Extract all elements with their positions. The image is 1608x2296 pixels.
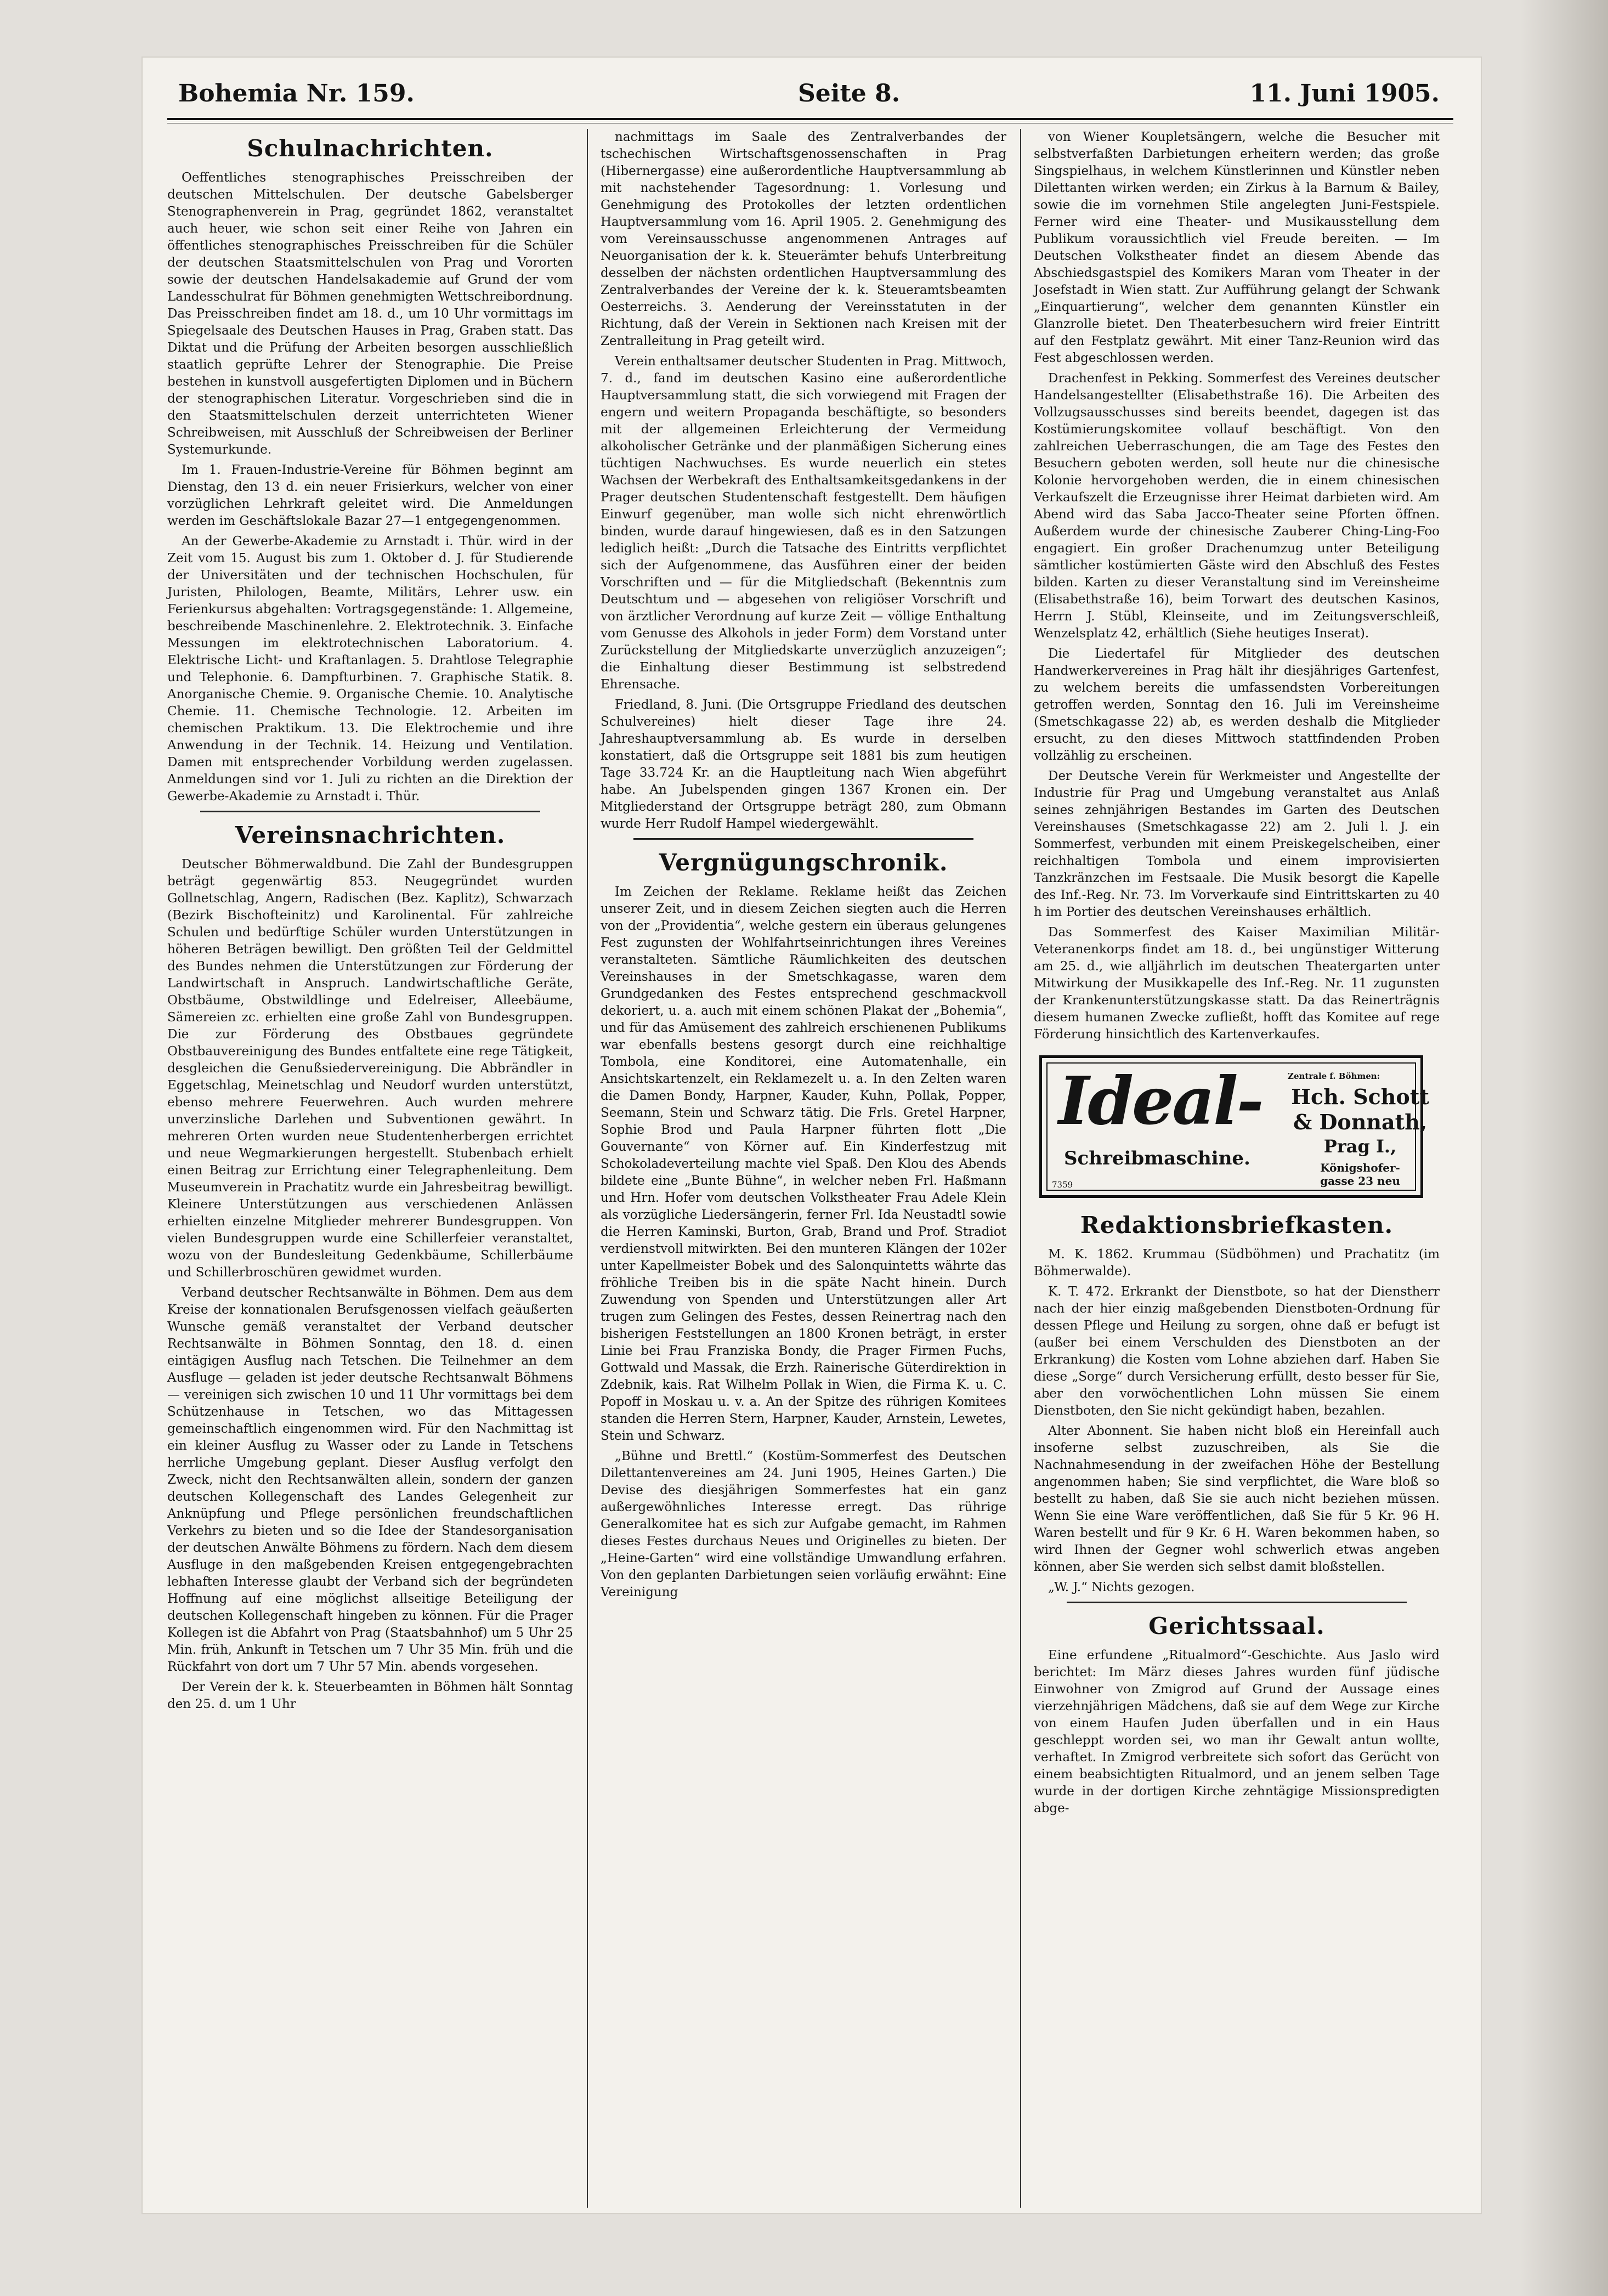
- article-paragraph: nachmittags im Saale des Zentralverbandes der tschechischen Wirtschaftsgenossenschaften in Prag (Hibernergasse) eine außerordentliche Hauptversammlung ab mit nachstehender Tagesordnung: 1. Vorlesung und Genehmigung des Protokolles der letzten ordentlichen Hauptversammlung vom 16. April 1905. 2. Genehmigung des vom Vereinsausschusse angenommenen Antrages auf Neuorganisation der k. k. Steuerämter behufs Unterbreitung desselben der nächsten ordentlichen Hauptversammlung des Zentralverbandes der Vereine der k. k. Steueramtsbeamten Oesterreichs. 3. Aenderung der Vereinsstatuten in der Richtung, daß der Verein in Sektionen nach Kreisen mit der Zentralleitung in Prag geteilt wird.: [601, 130, 1006, 348]
- page-number: Seite 8.: [798, 80, 901, 108]
- page-header: [178, 74, 1440, 112]
- article-paragraph: Verein enthaltsamer deutscher Studenten in Prag. Mittwoch, 7. d., fand im deutschen Kasino eine außerordentliche Hauptversammlung statt, die sich vorwiegend mit Fragen der engern und weitern Propaganda beschäftigte, so besonders mit der allgemeinen Erleichterung der Vermeidung alkoholischer Getränke und der planmäßigen Sicherung eines tüchtigen Nachwuchses. Es wurde neuerlich ein stetes Wachsen der Werbekraft des Enthaltsamkeitsgedankens in der Prager deutschen Studentenschaft festgestellt. Dem häufigen Einwurf gegenüber, man wolle sich nicht ehrenwörtlich binden, wurde darauf hingewiesen, daß es in den Satzungen lediglich heißt: „Durch die Tatsache des Eintritts verpflichtet sich der Aufgenommene, das Ausführen einer der beiden Vorschriften und — für die Mitgliedschaft (Bekenntnis zum Deutschtum und — abgesehen von religiöser Vorschrift und von ärztlicher Verordnung auf kurze Zeit — völlige Enthaltung vom Genusse des Alkohols in jeder Form) dem Vorstand unter Zurückstellung der Mitgliedskarte unverzüglich anzuzeigen“; die Einhaltung dieser Bestimmung ist selbstredend Ehrensache.: [601, 354, 1006, 692]
- article-paragraph: Das Sommerfest des Kaiser Maximilian Militär-Veteranenkorps findet am 18. d., bei ungünstiger Witterung am 25. d., wie alljährlich im deutschen Theatergarten unter Mitwirkung der Musikkapelle des Inf.-Reg. Nr. 11 zugunsten der Krankenunterstützungskasse statt. Da das Reinerträgnis diesem humanen Zwecke zufließt, hofft das Komitee auf rege Förderung hinsichtlich des Kartenverkaufes.: [1034, 925, 1440, 1042]
- page-edge-shadow: [1520, 0, 1608, 2296]
- article-paragraph: Oeffentliches stenographisches Preisschreiben der deutschen Mittelschulen. Der deutsche Gabelsberger Stenographenverein in Prag, gegründet 1862, veranstaltet auch heuer, wie schon seit einer Reihe von Jahren ein öffentliches stenographisches Preisschreiben für die Schüler der deutschen Staatsmittelschulen von Prag und Vororten sowie der deutschen Handelsakademie auf Grund der vom Landesschulrat für Böhmen genehmigten Wettschreibordnung. Das Preisschreiben findet am 18. d., um 10 Uhr vormittags im Spiegelsaale des Deutschen Hauses in Prag, Graben statt. Das Diktat und die Prüfung der Arbeiten besorgen ausschließlich staatlich geprüfte Lehrer der Stenographie. Die Preise bestehen in kunstvoll ausgefertigten Diplomen und in Büchern der stenographischen Literatur. Vorgeschrieben sind die in den Staatsmittelschulen derzeit unterrichteten Wiener Schreibweisen, mit Ausschluß der Schreibweisen der Berliner Systemurkunde.: [167, 171, 573, 457]
- section-divider: [200, 811, 540, 812]
- article-paragraph: „W. J.“ Nichts gezogen.: [1048, 1580, 1195, 1594]
- article-paragraph: K. T. 472. Erkrankt der Dienstbote, so hat der Dienstherr nach der hier einzig maßgebenden Dienstboten-Ordnung für dessen Pflege und Heilung zu sorgen, ohne daß er befugt ist (außer bei einem Verschulden des Dienstboten an der Erkrankung) die Kosten vom Lohne abziehen darf. Haben Sie diese „Sorge“ durch Versicherung erfüllt, desto besser für Sie, aber den vorwöchentlichen Lohn müssen Sie einem Dienstboten, den Sie nicht gekündigt haben, bezahlen.: [1034, 1285, 1440, 1418]
- section-heading-vergnuegung: Vergnügungschronik.: [659, 849, 948, 876]
- article-paragraph: Die Liedertafel für Mitglieder des deutschen Handwerkervereines in Prag hält ihr diesjähriges Gartenfest, zu welchem bereits die umfassendsten Vorbereitungen getroffen werden, Sonntag den 16. Juli im Vereinsheime (Smetschkagasse 22) ab, es werden deshalb die Mitglieder ersucht, zu den dieses Mittwoch stattfindenden Proben vollzählig zu erscheinen.: [1034, 647, 1440, 763]
- ad-firm: Hch. Schott & Donnath,: [1291, 1084, 1429, 1134]
- article-paragraph: Eine erfundene „Ritualmord“-Geschichte. Aus Jaslo wird berichtet: Im März dieses Jahres wurden fünf jüdische Einwohner von Zmigrod auf Grund der Aussage eines vierzehnjährigen Mädchens, daß sie auf dem Wege zur Kirche von einem Haufen Juden überfallen und in ein Haus geschleppt worden sei, wo man ihr Gewalt antun wollte, verhaftet. In Zmigrod verbreitete sich sofort das Gerücht von einem beabsichtigten Ritualmord, und an jenem selben Tage wurde in der dortigen Kirche zehntägige Missionspredigten abge-: [1034, 1648, 1440, 1816]
- ad-address: Königshofer- gasse 23 neu: [1320, 1161, 1400, 1187]
- article-paragraph: Im Zeichen der Reklame. Reklame heißt das Zeichen unserer Zeit, und in diesem Zeichen siegten auch die Herren von der „Providentia“, welche gestern ein überaus gelungenes Fest zugunsten der Wohlfahrtseinrichtungen ihres Vereines veranstalteten. Sämtliche Räumlichkeiten des deutschen Vereinshauses in der Smetschkagasse, waren dem Grundgedanken des Festes entsprechend geschmackvoll dekoriert, u. a. auch mit einem schönen Plakat der „Bohemia“, und für das Amüsement des zahlreich erschienenen Publikums war ebenfalls bestens gesorgt durch eine reichhaltige Tombola, eine Konditorei, eine Automatenhalle, ein Ansichtskartenzelt, ein Reklamezelt u. a. In den Zelten waren die Damen Bondy, Harpner, Kauder, Kuhn, Pollak, Popper, Seemann, Stein und Schwarz tätig. Die Frls. Gretel Harpner, Sophie Brod und Paula Harpner führten flott „Die Gouvernante“ von Körner auf. Ein Kinderfestzug mit Schokoladeverteilung machte viel Spaß. Den Klou des Abends bildete eine „Bunte Bühne“, in welcher neben Frl. Haßmann und Hrn. Hofer vom deutschen Volkstheater Frau Adele Klein als vorzügliche Liedersängerin, ferner Frl. Ida Neustadtl sowie die Herren Kaminski, Burton, Grab, Brand und Prof. Stradiot verdienstvoll mitwirkten. Bei den munteren Klängen der 102er unter Kapellmeister Bobek und des Salonquintetts währte das fröhliche Treiben bis in die späte Nacht hinein. Durch Zuwendung von Spenden und Unterstützungen aller Art trugen zum Gelingen des Festes, dessen Reinertrag nach den bisherigen Feststellungen an 1800 Kronen beträgt, in erster Linie bei Frau Franziska Bondy, die Prager Firmen Fuchs, Gottwald und Massak, die Erzh. Rainerische Güterdirektion in Zdebnik, kais. Rat Wilhelm Pollak in Wien, die Firma K. u. C. Popoff in Moskau u. v. a. An der Spitze des rührigen Komitees standen die Herren Stern, Harpner, Kauder, Arnstein, Lewetes, Stein und Schwarz.: [601, 885, 1006, 1443]
- column-3: [1034, 129, 1440, 1820]
- article-paragraph: Verband deutscher Rechtsanwälte in Böhmen. Dem aus dem Kreise der konnationalen Berufsgenossen vielfach geäußerten Wunsche gemäß veranstaltet der Verband deutscher Rechtsanwälte in Böhmen Sonntag, den 18. d. einen eintägigen Ausflug nach Tetschen. Die Teilnehmer an dem Ausfluge — geladen ist jeder deutsche Rechtsanwalt Böhmens — vereinigen sich zwischen 10 und 11 Uhr vormittags bei dem Schützenhause in Tetschen, wo das Mittagessen gemeinschaftlich eingenommen wird. Für den Nachmittag ist ein kleiner Ausflug zu Wasser oder zu Lande in Tetschens herrliche Umgebung geplant. Dieser Ausflug verfolgt den Zweck, nicht den Rechtsanwälten allein, sondern der ganzen deutschen Kollegenschaft des Landes Gelegenheit zur Anknüpfung und Pflege persönlichen freundschaftlichen Verkehrs zu bieten und so die Idee der Standesorganisation der deutschen Anwälte Böhmens zu fördern. Nach dem diesem Ausfluge in den maßgebenden Kreisen entgegengebrachten lebhaften Interesse glaubt der Verband sich der begründeten Hoffnung auf eine möglichst allseitige Beteiligung der deutschen Kollegenschaft hingeben zu können. Für die Prager Kollegen ist die Abfahrt von Prag (Staatsbahnhof) um 5 Uhr 25 Min. früh, Ankunft in Tetschen um 7 Uhr 35 Min. früh und die Rückfahrt von dort um 7 Uhr 57 Min. abends vorgesehen.: [167, 1286, 573, 1674]
- article-paragraph: von Wiener Koupletsängern, welche die Besucher mit selbstverfaßten Darbietungen erheitern werden; das große Singspielhaus, in welchem Künstlerinnen und Künstler neben Dilettanten wirken werden; ein Zirkus à la Barnum & Bailey, sowie die im vornehmen Stile angelegten Juni-Festspiele. Ferner wird eine Theater- und Musikausstellung dem Publikum voraussichtlich viel Freude bereiten. — Im Deutschen Volkstheater findet an diesem Abende das Abschiedsgastspiel des Komikers Maran vom Theater in der Josefstadt in Wien statt. Zur Aufführung gelangt der Schwank „Einquartierung“, welcher dem genannten Künstler ein Glanzrolle bietet. Den Theaterbesuchern wird freier Eintritt auf den Festplatz gewährt. Mit einer Tanz-Reunion wird das Fest abgeschlossen werden.: [1034, 130, 1440, 365]
- section-heading-redaktion: Redaktionsbriefkasten.: [1080, 1212, 1394, 1239]
- article-paragraph: Der Deutsche Verein für Werkmeister und Angestellte der Industrie für Prag und Umgebung veranstaltet aus Anlaß seines zehnjährigen Bestandes im Garten des Deutschen Vereinshauses (Smetschkagasse 22) am 2. Juli l. J. ein Sommerfest, verbunden mit einem Preiskegelscheiben, einer reichhaltigen Tombola und einem improvisierten Tanzkränzchen im Festsaale. Die Musik besorgt die Kapelle des Inf.-Reg. Nr. 73. Im Vorverkaufe sind Eintrittskarten zu 40 h im Portier des deutschen Vereinshauses erhältlich.: [1034, 769, 1440, 919]
- article-paragraph: Alter Abonnent. Sie haben nicht bloß ein Hereinfall auch insoferne selbst zuzuschreiben, als Sie die Nachnahmesendung in der zweifachen Höhe der Bestellung angenommen haben; Sie sind verpflichtet, die Ware bloß so bestellt zu haben, daß Sie sie auch nicht beziehen müssen. Wenn Sie eine Ware veröffentlichen, daß Sie für 5 Kr. 96 H. Waren bestellt und für 9 Kr. 6 H. Waren bekommen haben, so wird Ihnen der Gegner wohl schwerlich etwas angeben können, aber Sie werden sich selbst damit bloßstellen.: [1034, 1424, 1440, 1574]
- newspaper-page: [143, 58, 1481, 2213]
- article-paragraph: Drachenfest in Pekking. Sommerfest des Vereines deutscher Handelsangestellter (Elisabethstraße 16). Die Arbeiten des Vollzugsausschusses sind bereits beendet, dagegen ist das Kostümierungskomitee vollauf beschäftigt. Von den zahlreichen Ueberraschungen, die am Tage des Festes den Besuchern geboten werden, soll heute nur die chinesische Kolonie hervorgehoben werden, die in einem chinesischen Verkaufszelt die Erzeugnisse ihrer Heimat darbieten wird. Am Abend wird das Saba Jacco-Theater seine Pforten öffnen. Außerdem wurde der chinesische Zauberer Ching-Ling-Foo engagiert. Ein großer Drachenumzug unter Beteiligung sämtlicher kostümierten Gäste wird den Abschluß des Festes bilden. Karten zu dieser Veranstaltung sind im Vereinsheime (Elisabethstraße 16), beim Torwart des deutschen Kasinos, Herrn J. Stübl, Kleinseite, und im Zeitungsverschleiß, Wenzelsplatz 42, erhältlich (Siehe heutiges Inserat).: [1034, 371, 1440, 641]
- section-heading-school: Schulnachrichten.: [247, 135, 494, 162]
- ad-code: 7359: [1052, 1180, 1073, 1190]
- column-1: [167, 129, 573, 1716]
- section-heading-gericht: Gerichtssaal.: [1148, 1613, 1325, 1639]
- article-paragraph: Der Verein der k. k. Steuerbeamten in Böhmen hält Sonntag den 25. d. um 1 Uhr: [167, 1680, 573, 1711]
- column-divider: [587, 129, 588, 2208]
- ad-brand-logo: Ideal-: [1058, 1062, 1262, 1140]
- issue-date: 11. Juni 1905.: [1249, 80, 1440, 108]
- article-paragraph: Im 1. Frauen-Industrie-Vereine für Böhmen beginnt am Dienstag, den 13 d. ein neuer Frisierkurs, welcher von einer vorzüglichen Lehrkraft geleitet wird. Die Anmeldungen werden im Geschäftslokale Bazar 27—1 entgegengenommen.: [167, 463, 573, 528]
- issue-number: Bohemia Nr. 159.: [178, 80, 415, 108]
- article-paragraph: „Bühne und Brettl.“ (Kostüm-Sommerfest des Deutschen Dilettantenvereines am 24. Juni 1905, Heines Garten.) Die Devise des diesjährigen Sommerfestes hat ein ganz außergewöhnliches Interesse erregt. Das rührige Generalkomitee hat es sich zur Aufgabe gemacht, im Rahmen dieses Festes durchaus Neues und Originelles zu bieten. Der „Heine-Garten“ wird eine vollständige Umwandlung erfahren. Von den geplanten Darbietungen seien vorläufig erwähnt: Eine Vereinigung: [601, 1449, 1006, 1599]
- ad-product: Schreibmaschine.: [1064, 1147, 1250, 1169]
- column-divider: [1020, 129, 1021, 2208]
- section-divider: [633, 838, 973, 840]
- ad-agency-label: Zentrale f. Böhmen:: [1288, 1071, 1380, 1081]
- header-rule: [167, 118, 1453, 123]
- article-paragraph: Friedland, 8. Juni. (Die Ortsgruppe Friedland des deutschen Schulvereines) hielt dieser Tage ihre 24. Jahreshauptversammlung ab. Es wurde in derselben konstatiert, daß die Ortsgruppe seit 1881 bis zum heutigen Tage 33.724 Kr. an die Hauptleitung nach Wien abgeführt habe. An Jubelspenden gingen 1367 Kronen ein. Der Mitgliederstand der Ortsgruppe beträgt 280, zum Obmann wurde Herr Rudolf Hampel wiedergewählt.: [601, 698, 1006, 831]
- section-heading-verein: Vereinsnachrichten.: [235, 822, 506, 849]
- article-paragraph: Deutscher Böhmerwaldbund. Die Zahl der Bundesgruppen beträgt gegenwärtig 853. Neugegründet wurden Gollnetschlag, Angern, Radischen (Bez. Kaplitz), Schwarzach (Bezirk Bischofteinitz) und Karolinental. Für zahlreiche Schulen und bedürftige Schüler wurden Unterstützungen in höheren Beträgen bewilligt. Den größten Teil der Geldmittel des Bundes nehmen die Unterstützungen zur Förderung der Landwirtschaft in Anspruch. Landwirtschaftliche Geräte, Obstbäume, Obstwildlinge und Edelreiser, Alleebäume, Sämereien zc. erhielten eine große Zahl von Bundesgruppen. Die zur Förderung des Obstbaues gegründete Obstbauvereinigung des Bundes entfaltete eine rege Tätigkeit, desgleichen die Genußsiedervereinigung. Die Abbrändler in Eggetschlag, Meinetschlag und Neudorf wurden unterstützt, ebenso mehrere Feuerwehren. Auch wurden mehrere unverzinsliche Darlehen und Subventionen gewährt. In mehreren Orten wurden neue Studentenherbergen errichtet und neue Wegmarkierungen hergestellt. Stubenbach erhielt einen Beitrag zur Errichtung einer Telegraphenleitung. Dem Museumverein in Prachatitz wurde ein Jahresbeitrag bewilligt. Kleinere Unterstützungen aus verschiedenen Anlässen erhielten einzelne Mitglieder mehrerer Bundesgruppen. Von vielen Bundesgruppen wurde eine Schillerfeier veranstaltet, wozu von der Bundesleitung Gedenkbäume, Schillerbäume und Schillerbroschüren gewidmet wurden.: [167, 857, 573, 1280]
- ad-city: Prag I.,: [1323, 1136, 1397, 1157]
- article-paragraph: M. K. 1862. Krummau (Südböhmen) und Prachatitz (im Böhmerwalde).: [1034, 1247, 1440, 1279]
- section-divider: [1067, 1602, 1407, 1603]
- advertisement-ideal-typewriter: [1039, 1055, 1429, 1198]
- article-paragraph: An der Gewerbe-Akademie zu Arnstadt i. Thür. wird in der Zeit vom 15. August bis zum 1. Oktober d. J. für Studierende der Universitäten und der technischen Hochschulen, für Juristen, Philologen, Beamte, Militärs, Lehrer usw. ein Ferienkursus abgehalten: Vortragsgegenstände: 1. Allgemeine, beschreibende Maschinenlehre. 2. Elektrotechnik. 3. Einfache Messungen im elektrotechnischen Laboratorium. 4. Elektrische Licht- und Kraftanlagen. 5. Drahtlose Telegraphie und Telephonie. 6. Dampfturbinen. 7. Graphische Statik. 8. Anorganische Chemie. 9. Organische Chemie. 10. Analytische Chemie. 11. Chemische Technologie. 12. Arbeiten im chemischen Praktikum. 13. Die Elektrochemie und ihre Anwendung in der Technik. 14. Heizung und Ventilation. Damen mit entsprechender Vorbildung werden zugelassen. Anmeldungen sind vor 1. Juli zu richten an die Direktion der Gewerbe-Akademie zu Arnstadt i. Thür.: [167, 534, 573, 804]
- column-2: [601, 129, 1006, 1604]
